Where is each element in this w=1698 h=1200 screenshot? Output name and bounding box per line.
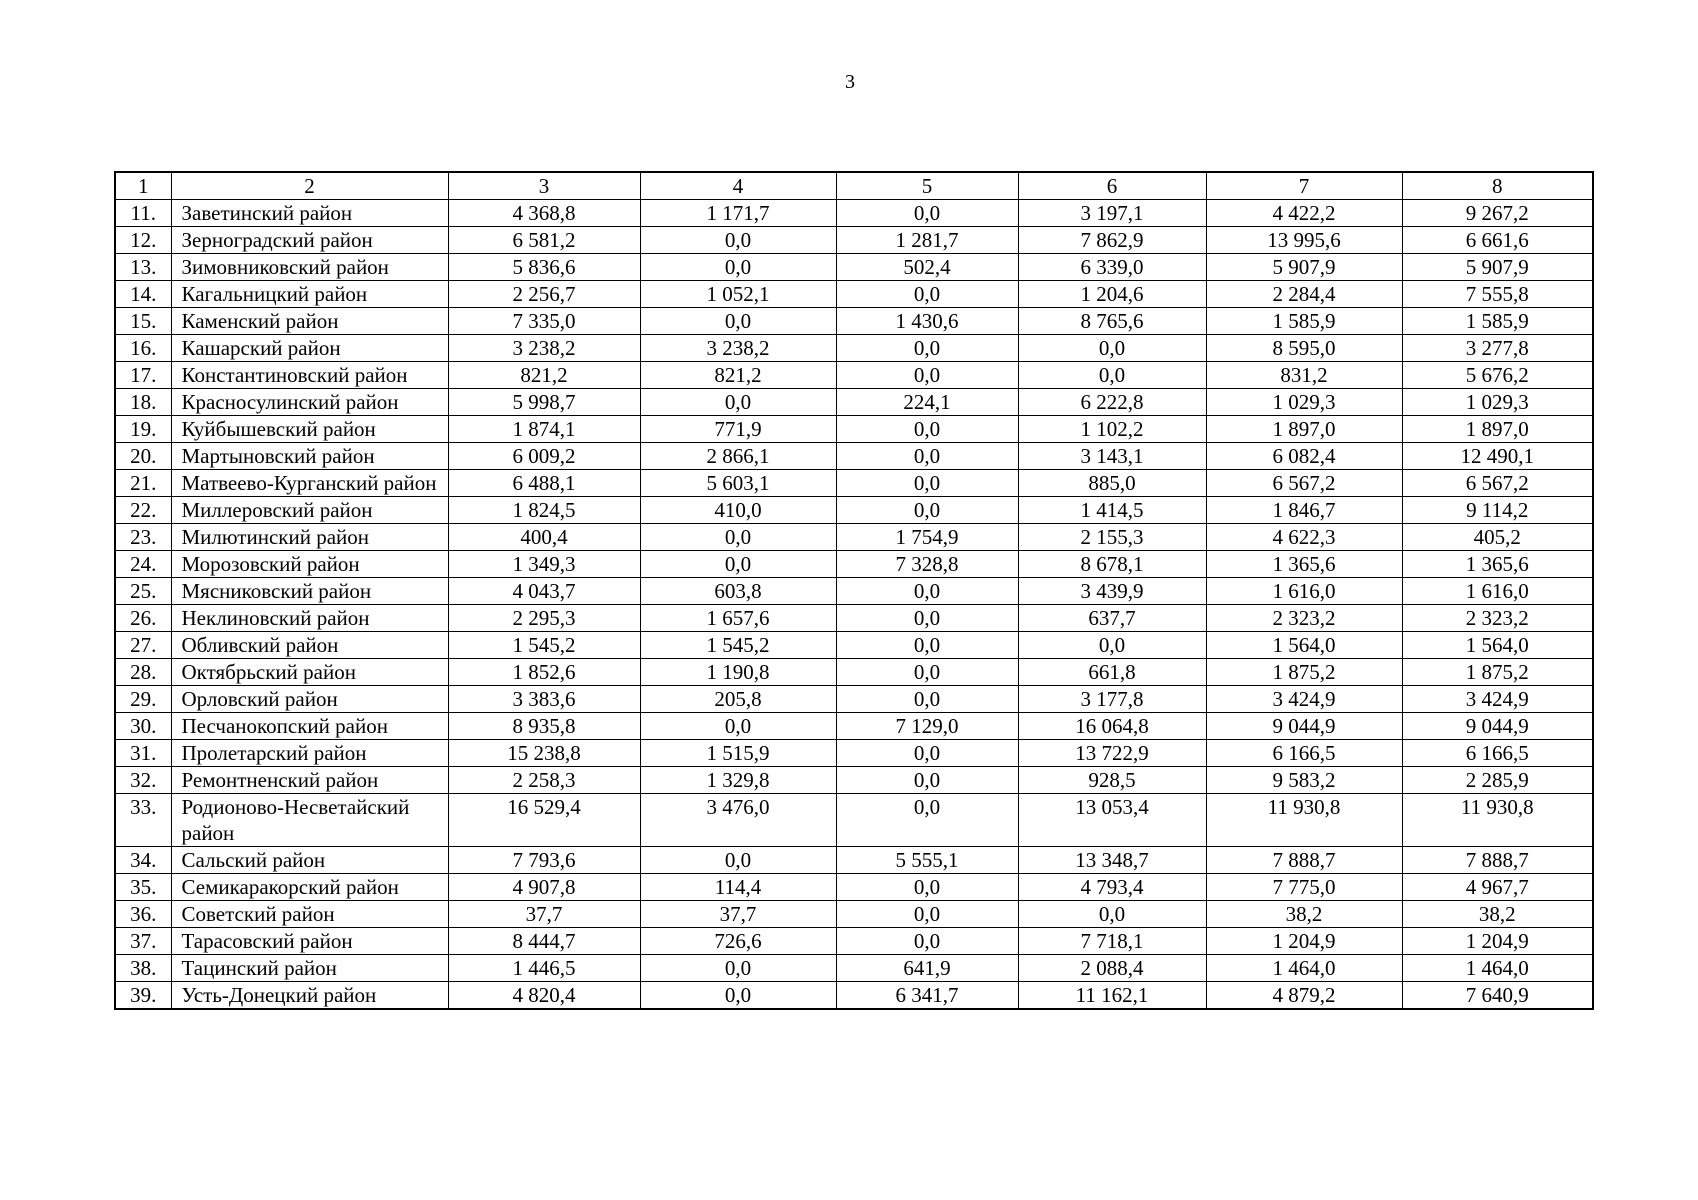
value-cell: 2 295,3 [448, 605, 640, 632]
value-cell: 0,0 [836, 874, 1018, 901]
value-cell: 8 935,8 [448, 713, 640, 740]
district-name: Милютинский район [171, 524, 448, 551]
row-number: 17. [115, 362, 171, 389]
value-cell: 1 852,6 [448, 659, 640, 686]
value-cell: 2 284,4 [1206, 281, 1402, 308]
data-table [114, 171, 1594, 1010]
value-cell: 3 424,9 [1206, 686, 1402, 713]
value-cell: 7 328,8 [836, 551, 1018, 578]
value-cell: 0,0 [836, 659, 1018, 686]
district-name: Песчанокопский район [171, 713, 448, 740]
value-cell: 405,2 [1402, 524, 1593, 551]
value-cell: 1 897,0 [1206, 416, 1402, 443]
row-number: 15. [115, 308, 171, 335]
district-name: Матвеево-Курганский район [171, 470, 448, 497]
value-cell: 13 348,7 [1018, 847, 1206, 874]
district-name: Зерноградский район [171, 227, 448, 254]
value-cell: 0,0 [836, 740, 1018, 767]
table-row [115, 847, 1593, 874]
value-cell: 0,0 [836, 335, 1018, 362]
value-cell: 1 846,7 [1206, 497, 1402, 524]
district-name: Миллеровский район [171, 497, 448, 524]
value-cell: 13 053,4 [1018, 794, 1206, 847]
value-cell: 1 545,2 [640, 632, 836, 659]
row-number: 24. [115, 551, 171, 578]
row-number: 37. [115, 928, 171, 955]
value-cell: 6 166,5 [1206, 740, 1402, 767]
district-name: Пролетарский район [171, 740, 448, 767]
district-name: Кашарский район [171, 335, 448, 362]
value-cell: 2 323,2 [1206, 605, 1402, 632]
value-cell: 5 603,1 [640, 470, 836, 497]
value-cell: 1 464,0 [1206, 955, 1402, 982]
value-cell: 6 567,2 [1206, 470, 1402, 497]
row-number: 30. [115, 713, 171, 740]
value-cell: 5 676,2 [1402, 362, 1593, 389]
value-cell: 0,0 [836, 362, 1018, 389]
value-cell: 1 365,6 [1402, 551, 1593, 578]
value-cell: 6 166,5 [1402, 740, 1593, 767]
value-cell: 2 088,4 [1018, 955, 1206, 982]
value-cell: 0,0 [1018, 632, 1206, 659]
value-cell: 16 529,4 [448, 794, 640, 847]
value-cell: 1 430,6 [836, 308, 1018, 335]
value-cell: 5 907,9 [1402, 254, 1593, 281]
table-row [115, 497, 1593, 524]
value-cell: 502,4 [836, 254, 1018, 281]
district-name: Родионово-Несветайский район [171, 794, 448, 847]
table-row [115, 659, 1593, 686]
value-cell: 0,0 [836, 443, 1018, 470]
value-cell: 7 793,6 [448, 847, 640, 874]
value-cell: 410,0 [640, 497, 836, 524]
value-cell: 11 162,1 [1018, 982, 1206, 1010]
district-name: Заветинский район [171, 200, 448, 227]
value-cell: 0,0 [836, 901, 1018, 928]
value-cell: 1 365,6 [1206, 551, 1402, 578]
value-cell: 1 204,9 [1206, 928, 1402, 955]
value-cell: 0,0 [640, 308, 836, 335]
value-cell: 114,4 [640, 874, 836, 901]
header-cell: 3 [448, 172, 640, 200]
value-cell: 0,0 [836, 200, 1018, 227]
value-cell: 0,0 [640, 524, 836, 551]
table-row [115, 389, 1593, 416]
value-cell: 7 888,7 [1206, 847, 1402, 874]
value-cell: 38,2 [1206, 901, 1402, 928]
value-cell: 0,0 [836, 416, 1018, 443]
value-cell: 726,6 [640, 928, 836, 955]
row-number: 29. [115, 686, 171, 713]
value-cell: 1 754,9 [836, 524, 1018, 551]
district-name: Ремонтненский район [171, 767, 448, 794]
value-cell: 1 349,3 [448, 551, 640, 578]
table-row [115, 308, 1593, 335]
header-cell: 1 [115, 172, 171, 200]
value-cell: 0,0 [836, 497, 1018, 524]
row-number: 23. [115, 524, 171, 551]
table-row [115, 524, 1593, 551]
value-cell: 9 114,2 [1402, 497, 1593, 524]
value-cell: 1 102,2 [1018, 416, 1206, 443]
row-number: 11. [115, 200, 171, 227]
value-cell: 0,0 [836, 605, 1018, 632]
value-cell: 1 616,0 [1402, 578, 1593, 605]
value-cell: 0,0 [640, 254, 836, 281]
value-cell: 400,4 [448, 524, 640, 551]
value-cell: 0,0 [836, 794, 1018, 847]
value-cell: 661,8 [1018, 659, 1206, 686]
value-cell: 4 622,3 [1206, 524, 1402, 551]
district-name: Октябрьский район [171, 659, 448, 686]
value-cell: 6 488,1 [448, 470, 640, 497]
value-cell: 7 718,1 [1018, 928, 1206, 955]
value-cell: 1 545,2 [448, 632, 640, 659]
value-cell: 8 678,1 [1018, 551, 1206, 578]
value-cell: 0,0 [836, 767, 1018, 794]
table-row [115, 335, 1593, 362]
value-cell: 2 323,2 [1402, 605, 1593, 632]
value-cell: 2 866,1 [640, 443, 836, 470]
value-cell: 1 824,5 [448, 497, 640, 524]
value-cell: 6 661,6 [1402, 227, 1593, 254]
value-cell: 9 044,9 [1206, 713, 1402, 740]
table-row [115, 767, 1593, 794]
header-cell: 6 [1018, 172, 1206, 200]
value-cell: 4 793,4 [1018, 874, 1206, 901]
value-cell: 205,8 [640, 686, 836, 713]
value-cell: 771,9 [640, 416, 836, 443]
row-number: 31. [115, 740, 171, 767]
value-cell: 1 564,0 [1402, 632, 1593, 659]
row-number: 39. [115, 982, 171, 1010]
value-cell: 0,0 [836, 928, 1018, 955]
value-cell: 637,7 [1018, 605, 1206, 632]
value-cell: 3 238,2 [640, 335, 836, 362]
value-cell: 641,9 [836, 955, 1018, 982]
row-number: 34. [115, 847, 171, 874]
district-name: Мартыновский район [171, 443, 448, 470]
district-name: Орловский район [171, 686, 448, 713]
value-cell: 0,0 [836, 686, 1018, 713]
value-cell: 224,1 [836, 389, 1018, 416]
value-cell: 1 029,3 [1402, 389, 1593, 416]
header-row [115, 172, 1593, 200]
value-cell: 1 190,8 [640, 659, 836, 686]
district-name: Тацинский район [171, 955, 448, 982]
district-name: Константиновский район [171, 362, 448, 389]
value-cell: 6 222,8 [1018, 389, 1206, 416]
value-cell: 2 256,7 [448, 281, 640, 308]
value-cell: 3 424,9 [1402, 686, 1593, 713]
row-number: 36. [115, 901, 171, 928]
district-name: Тарасовский район [171, 928, 448, 955]
row-number: 14. [115, 281, 171, 308]
value-cell: 7 555,8 [1402, 281, 1593, 308]
value-cell: 1 657,6 [640, 605, 836, 632]
value-cell: 6 341,7 [836, 982, 1018, 1010]
value-cell: 5 998,7 [448, 389, 640, 416]
value-cell: 1 052,1 [640, 281, 836, 308]
value-cell: 1 204,9 [1402, 928, 1593, 955]
value-cell: 821,2 [640, 362, 836, 389]
value-cell: 7 862,9 [1018, 227, 1206, 254]
value-cell: 0,0 [836, 281, 1018, 308]
value-cell: 3 238,2 [448, 335, 640, 362]
value-cell: 1 585,9 [1206, 308, 1402, 335]
value-cell: 928,5 [1018, 767, 1206, 794]
value-cell: 0,0 [1018, 335, 1206, 362]
table-row [115, 928, 1593, 955]
row-number: 32. [115, 767, 171, 794]
table-row [115, 470, 1593, 497]
value-cell: 12 490,1 [1402, 443, 1593, 470]
district-name: Кагальницкий район [171, 281, 448, 308]
district-name: Неклиновский район [171, 605, 448, 632]
value-cell: 0,0 [640, 389, 836, 416]
row-number: 13. [115, 254, 171, 281]
district-name: Сальский район [171, 847, 448, 874]
value-cell: 3 177,8 [1018, 686, 1206, 713]
district-name: Обливский район [171, 632, 448, 659]
table-row [115, 713, 1593, 740]
value-cell: 7 129,0 [836, 713, 1018, 740]
row-number: 20. [115, 443, 171, 470]
value-cell: 2 285,9 [1402, 767, 1593, 794]
value-cell: 1 029,3 [1206, 389, 1402, 416]
value-cell: 1 464,0 [1402, 955, 1593, 982]
district-name: Семикаракорский район [171, 874, 448, 901]
value-cell: 3 143,1 [1018, 443, 1206, 470]
value-cell: 15 238,8 [448, 740, 640, 767]
table-row [115, 416, 1593, 443]
row-number: 16. [115, 335, 171, 362]
row-number: 26. [115, 605, 171, 632]
table-row [115, 362, 1593, 389]
value-cell: 37,7 [448, 901, 640, 928]
value-cell: 7 335,0 [448, 308, 640, 335]
value-cell: 9 044,9 [1402, 713, 1593, 740]
value-cell: 16 064,8 [1018, 713, 1206, 740]
value-cell: 1 204,6 [1018, 281, 1206, 308]
row-number: 21. [115, 470, 171, 497]
value-cell: 821,2 [448, 362, 640, 389]
value-cell: 2 258,3 [448, 767, 640, 794]
value-cell: 1 446,5 [448, 955, 640, 982]
value-cell: 1 281,7 [836, 227, 1018, 254]
row-number: 28. [115, 659, 171, 686]
row-number: 33. [115, 794, 171, 847]
row-number: 18. [115, 389, 171, 416]
value-cell: 7 640,9 [1402, 982, 1593, 1010]
table-row [115, 794, 1593, 847]
value-cell: 8 765,6 [1018, 308, 1206, 335]
table-row [115, 227, 1593, 254]
value-cell: 1 897,0 [1402, 416, 1593, 443]
value-cell: 3 476,0 [640, 794, 836, 847]
value-cell: 11 930,8 [1206, 794, 1402, 847]
value-cell: 11 930,8 [1402, 794, 1593, 847]
table-row [115, 740, 1593, 767]
value-cell: 1 874,1 [448, 416, 640, 443]
value-cell: 0,0 [640, 227, 836, 254]
value-cell: 3 277,8 [1402, 335, 1593, 362]
value-cell: 4 967,7 [1402, 874, 1593, 901]
header-cell: 4 [640, 172, 836, 200]
value-cell: 7 888,7 [1402, 847, 1593, 874]
value-cell: 3 197,1 [1018, 200, 1206, 227]
table-row [115, 200, 1593, 227]
header-cell: 7 [1206, 172, 1402, 200]
value-cell: 1 616,0 [1206, 578, 1402, 605]
value-cell: 885,0 [1018, 470, 1206, 497]
district-name: Куйбышевский район [171, 416, 448, 443]
value-cell: 9 583,2 [1206, 767, 1402, 794]
value-cell: 0,0 [640, 713, 836, 740]
row-number: 19. [115, 416, 171, 443]
table-row [115, 551, 1593, 578]
value-cell: 831,2 [1206, 362, 1402, 389]
value-cell: 1 585,9 [1402, 308, 1593, 335]
value-cell: 7 775,0 [1206, 874, 1402, 901]
row-number: 35. [115, 874, 171, 901]
table-row [115, 578, 1593, 605]
district-name: Мясниковский район [171, 578, 448, 605]
value-cell: 4 043,7 [448, 578, 640, 605]
header-cell: 8 [1402, 172, 1593, 200]
value-cell: 8 444,7 [448, 928, 640, 955]
value-cell: 1 875,2 [1402, 659, 1593, 686]
table-row [115, 955, 1593, 982]
table-row [115, 443, 1593, 470]
district-name: Красносулинский район [171, 389, 448, 416]
value-cell: 37,7 [640, 901, 836, 928]
value-cell: 0,0 [836, 632, 1018, 659]
district-name: Каменский район [171, 308, 448, 335]
value-cell: 0,0 [836, 470, 1018, 497]
row-number: 38. [115, 955, 171, 982]
value-cell: 0,0 [836, 578, 1018, 605]
value-cell: 4 879,2 [1206, 982, 1402, 1010]
district-name: Морозовский район [171, 551, 448, 578]
row-number: 27. [115, 632, 171, 659]
table-row [115, 901, 1593, 928]
value-cell: 6 082,4 [1206, 443, 1402, 470]
value-cell: 0,0 [1018, 362, 1206, 389]
table-row [115, 254, 1593, 281]
value-cell: 3 439,9 [1018, 578, 1206, 605]
value-cell: 6 581,2 [448, 227, 640, 254]
page-number: 3 [845, 71, 855, 93]
value-cell: 2 155,3 [1018, 524, 1206, 551]
value-cell: 0,0 [640, 551, 836, 578]
value-cell: 4 368,8 [448, 200, 640, 227]
value-cell: 5 555,1 [836, 847, 1018, 874]
value-cell: 3 383,6 [448, 686, 640, 713]
value-cell: 4 907,8 [448, 874, 640, 901]
table-body [115, 172, 1593, 1009]
value-cell: 0,0 [640, 847, 836, 874]
row-number: 22. [115, 497, 171, 524]
value-cell: 5 907,9 [1206, 254, 1402, 281]
value-cell: 0,0 [640, 955, 836, 982]
value-cell: 13 995,6 [1206, 227, 1402, 254]
table-row [115, 281, 1593, 308]
table-row [115, 874, 1593, 901]
value-cell: 4 422,2 [1206, 200, 1402, 227]
value-cell: 1 875,2 [1206, 659, 1402, 686]
value-cell: 1 564,0 [1206, 632, 1402, 659]
value-cell: 9 267,2 [1402, 200, 1593, 227]
value-cell: 0,0 [640, 982, 836, 1010]
value-cell: 5 836,6 [448, 254, 640, 281]
value-cell: 6 009,2 [448, 443, 640, 470]
row-number: 25. [115, 578, 171, 605]
header-cell: 5 [836, 172, 1018, 200]
value-cell: 38,2 [1402, 901, 1593, 928]
value-cell: 13 722,9 [1018, 740, 1206, 767]
value-cell: 0,0 [1018, 901, 1206, 928]
row-number: 12. [115, 227, 171, 254]
table-row [115, 632, 1593, 659]
header-cell: 2 [171, 172, 448, 200]
value-cell: 1 515,9 [640, 740, 836, 767]
value-cell: 6 567,2 [1402, 470, 1593, 497]
value-cell: 6 339,0 [1018, 254, 1206, 281]
district-name: Зимовниковский район [171, 254, 448, 281]
table-row [115, 605, 1593, 632]
value-cell: 4 820,4 [448, 982, 640, 1010]
value-cell: 1 329,8 [640, 767, 836, 794]
value-cell: 8 595,0 [1206, 335, 1402, 362]
value-cell: 1 414,5 [1018, 497, 1206, 524]
district-name: Советский район [171, 901, 448, 928]
table-row [115, 686, 1593, 713]
value-cell: 1 171,7 [640, 200, 836, 227]
value-cell: 603,8 [640, 578, 836, 605]
district-name: Усть-Донецкий район [171, 982, 448, 1010]
table-row [115, 982, 1593, 1010]
